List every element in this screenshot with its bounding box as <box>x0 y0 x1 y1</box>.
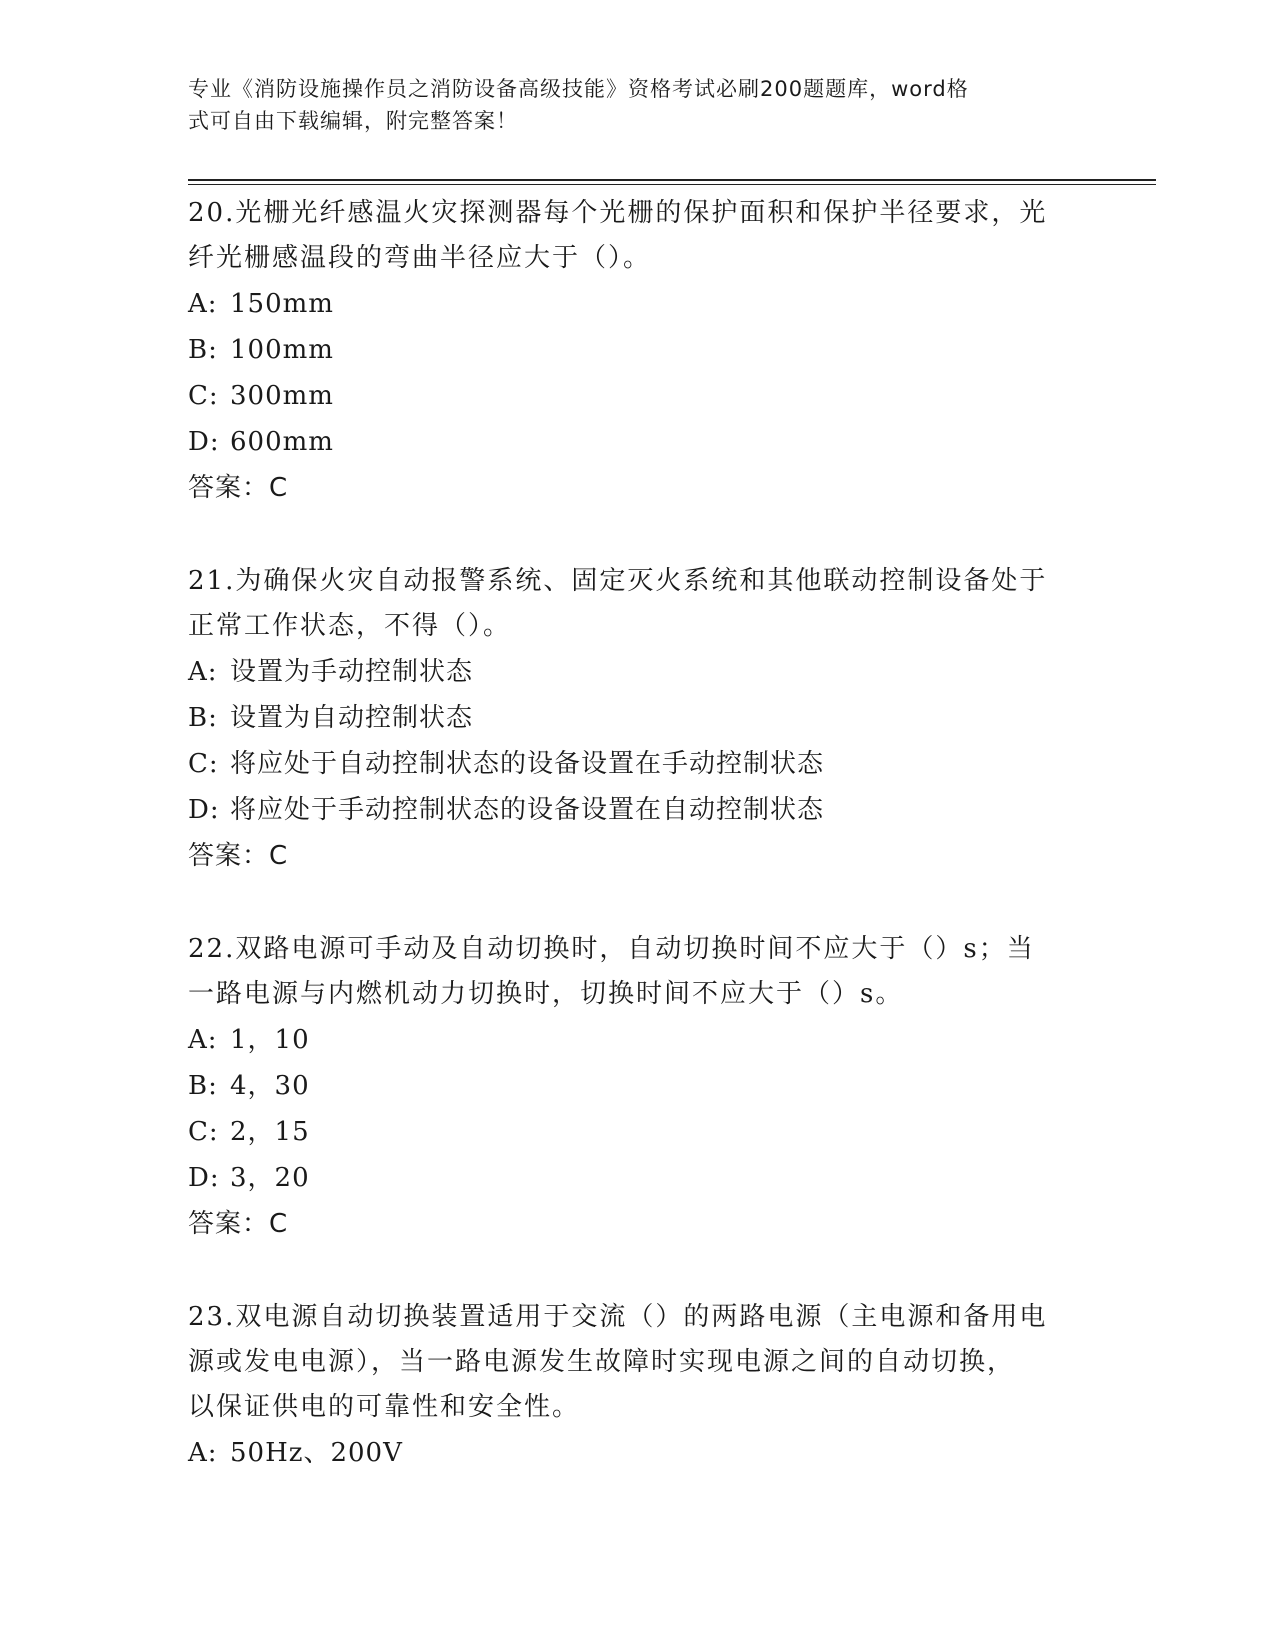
option-text: 300mm <box>230 381 334 411</box>
answer: 答案：C <box>188 841 289 871</box>
question-21 <box>188 559 1088 879</box>
header-line-2: 式可自由下载编辑，附完整答案！ <box>188 109 518 133</box>
option-text: 100mm <box>230 335 334 365</box>
question-spacer <box>188 1247 1088 1295</box>
option-a <box>188 281 1088 327</box>
option-b <box>188 1063 1088 1109</box>
question-22 <box>188 927 1088 1247</box>
option-letter: A: <box>188 1438 218 1468</box>
question-stem-line: 以保证供电的可靠性和安全性。 <box>188 1392 581 1422</box>
question-stem-line: 源或发电电源），当一路电源发生故障时实现电源之间的自动切换， <box>188 1347 1016 1377</box>
option-letter: B: <box>188 335 218 365</box>
option-d <box>188 1155 1088 1201</box>
question-stem-line: 一路电源与内燃机动力切换时，切换时间不应大于（）s。 <box>188 979 904 1009</box>
option-d <box>188 787 1088 833</box>
option-d <box>188 419 1088 465</box>
option-text: 4，30 <box>230 1071 310 1101</box>
question-stem <box>188 927 1068 1017</box>
question-20 <box>188 191 1088 511</box>
option-text: 设置为自动控制状态 <box>230 703 474 733</box>
question-stem <box>188 191 1068 281</box>
option-c <box>188 373 1088 419</box>
header-rule-thin <box>188 184 1156 185</box>
option-text: 1，10 <box>230 1025 310 1055</box>
option-letter: B: <box>188 703 218 733</box>
option-c <box>188 741 1088 787</box>
option-b <box>188 327 1088 373</box>
option-letter: C: <box>188 381 219 411</box>
option-a <box>188 649 1088 695</box>
question-spacer <box>188 511 1088 559</box>
option-text: 将应处于自动控制状态的设备设置在手动控制状态 <box>230 749 825 779</box>
header-line-1: 专业《消防设施操作员之消防设备高级技能》资格考试必刷200题题库，word格 <box>188 77 969 101</box>
option-a <box>188 1017 1088 1063</box>
question-stem <box>188 1295 1068 1430</box>
option-text: 3，20 <box>230 1163 310 1193</box>
option-text: 2，15 <box>230 1117 310 1147</box>
question-23 <box>188 1295 1088 1476</box>
answer: 答案：C <box>188 473 289 503</box>
option-a <box>188 1430 1088 1476</box>
header-rule-thick <box>188 179 1156 181</box>
option-text: 50Hz、200V <box>230 1438 403 1468</box>
answer: 答案：C <box>188 1209 289 1239</box>
option-letter: A: <box>188 1025 218 1055</box>
option-letter: A: <box>188 289 218 319</box>
option-letter: C: <box>188 1117 219 1147</box>
option-letter: D: <box>188 795 220 825</box>
option-letter: C: <box>188 749 219 779</box>
option-text: 设置为手动控制状态 <box>230 657 474 687</box>
question-stem-line: 20.光栅光纤感温火灾探测器每个光栅的保护面积和保护半径要求，光 <box>188 198 1048 228</box>
option-letter: D: <box>188 427 220 457</box>
option-letter: D: <box>188 1163 220 1193</box>
option-text: 150mm <box>230 289 334 319</box>
option-text: 将应处于手动控制状态的设备设置在自动控制状态 <box>230 795 825 825</box>
question-stem-line: 正常工作状态，不得（）。 <box>188 611 512 641</box>
option-letter: B: <box>188 1071 218 1101</box>
option-letter: A: <box>188 657 218 687</box>
option-c <box>188 1109 1088 1155</box>
question-stem-line: 23.双电源自动切换装置适用于交流（）的两路电源（主电源和备用电 <box>188 1302 1048 1332</box>
question-stem-line: 22.双路电源可手动及自动切换时，自动切换时间不应大于（）s；当 <box>188 934 1035 964</box>
document-header <box>188 73 1068 137</box>
question-list <box>188 191 1088 1476</box>
option-text: 600mm <box>230 427 334 457</box>
question-stem-line: 21.为确保火灾自动报警系统、固定灭火系统和其他联动控制设备处于 <box>188 566 1048 596</box>
question-stem-line: 纤光栅感温段的弯曲半径应大于（）。 <box>188 243 652 273</box>
option-b <box>188 695 1088 741</box>
question-stem <box>188 559 1068 649</box>
question-spacer <box>188 879 1088 927</box>
